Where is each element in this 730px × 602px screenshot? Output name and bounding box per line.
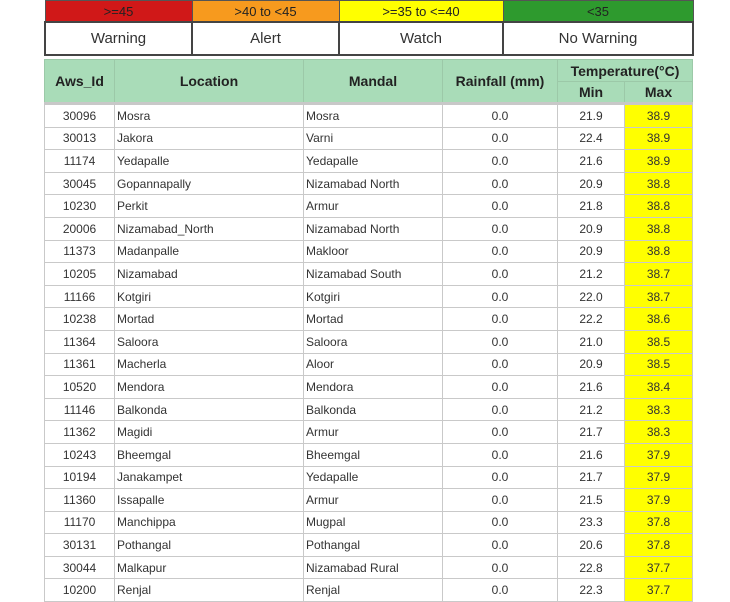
cell-location: Mosra <box>115 104 304 128</box>
cell-aws-id: 11146 <box>45 398 115 421</box>
table-row <box>45 421 693 444</box>
cell-aws-id: 10238 <box>45 308 115 331</box>
cell-aws-id: 11361 <box>45 353 115 376</box>
cell-max: 38.8 <box>625 195 693 218</box>
cell-max: 38.3 <box>625 421 693 444</box>
cell-location: Manchippa <box>115 511 304 534</box>
table-row <box>45 330 693 353</box>
cell-rainfall: 0.0 <box>443 421 558 444</box>
cell-mandal: Mosra <box>304 104 443 128</box>
cell-rainfall: 0.0 <box>443 376 558 399</box>
cell-max: 38.9 <box>625 104 693 128</box>
cell-max: 37.9 <box>625 466 693 489</box>
cell-mandal: Mendora <box>304 376 443 399</box>
cell-rainfall: 0.0 <box>443 443 558 466</box>
cell-aws-id: 11166 <box>45 285 115 308</box>
cell-location: Jakora <box>115 127 304 150</box>
cell-rainfall: 0.0 <box>443 511 558 534</box>
cell-max: 37.7 <box>625 556 693 579</box>
cell-location: Balkonda <box>115 398 304 421</box>
header-rainfall: Rainfall (mm) <box>443 60 558 104</box>
cell-max: 38.6 <box>625 308 693 331</box>
cell-aws-id: 30045 <box>45 172 115 195</box>
report <box>44 0 692 602</box>
table-row <box>45 466 693 489</box>
cell-rainfall: 0.0 <box>443 263 558 286</box>
cell-min: 20.9 <box>558 172 625 195</box>
cell-max: 38.8 <box>625 172 693 195</box>
table-row <box>45 127 693 150</box>
cell-min: 23.3 <box>558 511 625 534</box>
cell-rainfall: 0.0 <box>443 150 558 173</box>
cell-aws-id: 11364 <box>45 330 115 353</box>
cell-aws-id: 11170 <box>45 511 115 534</box>
cell-location: Pothangal <box>115 534 304 557</box>
cell-mandal: Mortad <box>304 308 443 331</box>
cell-max: 38.8 <box>625 240 693 263</box>
cell-min: 21.7 <box>558 421 625 444</box>
cell-max: 37.8 <box>625 534 693 557</box>
cell-location: Perkit <box>115 195 304 218</box>
table-row <box>45 556 693 579</box>
cell-location: Yedapalle <box>115 150 304 173</box>
legend-swatch-row <box>45 1 693 23</box>
cell-rainfall: 0.0 <box>443 330 558 353</box>
cell-location: Gopannapally <box>115 172 304 195</box>
cell-location: Kotgiri <box>115 285 304 308</box>
cell-max: 38.7 <box>625 263 693 286</box>
cell-min: 21.2 <box>558 398 625 421</box>
cell-max: 38.3 <box>625 398 693 421</box>
cell-rainfall: 0.0 <box>443 217 558 240</box>
cell-aws-id: 20006 <box>45 217 115 240</box>
legend-range-no-warning: <35 <box>503 1 693 23</box>
cell-mandal: Nizamabad North <box>304 217 443 240</box>
cell-rainfall: 0.0 <box>443 127 558 150</box>
cell-mandal: Varni <box>304 127 443 150</box>
header-aws-id: Aws_Id <box>45 60 115 104</box>
table-row <box>45 489 693 512</box>
cell-mandal: Aloor <box>304 353 443 376</box>
cell-mandal: Pothangal <box>304 534 443 557</box>
cell-location: Mendora <box>115 376 304 399</box>
cell-mandal: Armur <box>304 195 443 218</box>
cell-mandal: Yedapalle <box>304 150 443 173</box>
cell-max: 38.4 <box>625 376 693 399</box>
cell-max: 38.5 <box>625 330 693 353</box>
cell-aws-id: 11174 <box>45 150 115 173</box>
cell-min: 22.0 <box>558 285 625 308</box>
cell-min: 22.4 <box>558 127 625 150</box>
cell-rainfall: 0.0 <box>443 466 558 489</box>
cell-mandal: Makloor <box>304 240 443 263</box>
legend-range-watch: >=35 to <=40 <box>339 1 503 23</box>
cell-mandal: Nizamabad South <box>304 263 443 286</box>
cell-min: 21.5 <box>558 489 625 512</box>
cell-location: Mortad <box>115 308 304 331</box>
cell-mandal: Nizamabad North <box>304 172 443 195</box>
cell-min: 21.2 <box>558 263 625 286</box>
cell-location: Malkapur <box>115 556 304 579</box>
table-row <box>45 534 693 557</box>
cell-mandal: Armur <box>304 421 443 444</box>
table-row <box>45 240 693 263</box>
cell-min: 21.6 <box>558 443 625 466</box>
header-mandal: Mandal <box>304 60 443 104</box>
cell-location: Madanpalle <box>115 240 304 263</box>
cell-location: Renjal <box>115 579 304 602</box>
cell-aws-id: 30131 <box>45 534 115 557</box>
legend-label-alert: Alert <box>192 22 339 55</box>
cell-location: Bheemgal <box>115 443 304 466</box>
cell-max: 38.5 <box>625 353 693 376</box>
cell-rainfall: 0.0 <box>443 556 558 579</box>
cell-location: Magidi <box>115 421 304 444</box>
cell-aws-id: 10230 <box>45 195 115 218</box>
cell-min: 21.6 <box>558 376 625 399</box>
table-row <box>45 285 693 308</box>
cell-rainfall: 0.0 <box>443 353 558 376</box>
header-location: Location <box>115 60 304 104</box>
cell-mandal: Balkonda <box>304 398 443 421</box>
cell-aws-id: 10243 <box>45 443 115 466</box>
cell-aws-id: 10194 <box>45 466 115 489</box>
cell-mandal: Yedapalle <box>304 466 443 489</box>
cell-max: 37.7 <box>625 579 693 602</box>
cell-aws-id: 10520 <box>45 376 115 399</box>
cell-min: 20.9 <box>558 240 625 263</box>
cell-location: Saloora <box>115 330 304 353</box>
weather-table <box>44 59 693 602</box>
table-row <box>45 376 693 399</box>
cell-aws-id: 11373 <box>45 240 115 263</box>
legend-range-warning: >=45 <box>45 1 192 23</box>
cell-mandal: Bheemgal <box>304 443 443 466</box>
cell-aws-id: 11360 <box>45 489 115 512</box>
cell-aws-id: 30044 <box>45 556 115 579</box>
cell-min: 21.9 <box>558 104 625 128</box>
cell-max: 38.9 <box>625 127 693 150</box>
cell-max: 37.9 <box>625 489 693 512</box>
table-row <box>45 150 693 173</box>
cell-min: 20.6 <box>558 534 625 557</box>
cell-rainfall: 0.0 <box>443 195 558 218</box>
cell-location: Nizamabad <box>115 263 304 286</box>
cell-aws-id: 10205 <box>45 263 115 286</box>
cell-location: Issapalle <box>115 489 304 512</box>
table-row <box>45 195 693 218</box>
cell-location: Nizamabad_North <box>115 217 304 240</box>
header-temperature: Temperature(°C) <box>558 60 693 82</box>
cell-min: 22.3 <box>558 579 625 602</box>
table-row <box>45 217 693 240</box>
table-row <box>45 579 693 602</box>
cell-max: 38.7 <box>625 285 693 308</box>
cell-max: 37.9 <box>625 443 693 466</box>
cell-mandal: Nizamabad Rural <box>304 556 443 579</box>
cell-rainfall: 0.0 <box>443 534 558 557</box>
cell-mandal: Mugpal <box>304 511 443 534</box>
cell-min: 20.9 <box>558 217 625 240</box>
cell-max: 37.8 <box>625 511 693 534</box>
cell-min: 22.8 <box>558 556 625 579</box>
cell-min: 21.0 <box>558 330 625 353</box>
table-body <box>45 104 693 602</box>
table-row <box>45 104 693 128</box>
cell-min: 21.6 <box>558 150 625 173</box>
header-row <box>45 60 693 82</box>
cell-mandal: Saloora <box>304 330 443 353</box>
cell-rainfall: 0.0 <box>443 579 558 602</box>
cell-min: 20.9 <box>558 353 625 376</box>
cell-rainfall: 0.0 <box>443 489 558 512</box>
cell-location: Janakampet <box>115 466 304 489</box>
legend-label-watch: Watch <box>339 22 503 55</box>
legend-label-no-warning: No Warning <box>503 22 693 55</box>
cell-aws-id: 11362 <box>45 421 115 444</box>
cell-max: 38.9 <box>625 150 693 173</box>
cell-rainfall: 0.0 <box>443 240 558 263</box>
table-row <box>45 308 693 331</box>
cell-min: 22.2 <box>558 308 625 331</box>
cell-mandal: Renjal <box>304 579 443 602</box>
legend-range-alert: >40 to <45 <box>192 1 339 23</box>
cell-aws-id: 30013 <box>45 127 115 150</box>
cell-max: 38.8 <box>625 217 693 240</box>
cell-mandal: Kotgiri <box>304 285 443 308</box>
cell-rainfall: 0.0 <box>443 104 558 128</box>
table-row <box>45 172 693 195</box>
cell-min: 21.7 <box>558 466 625 489</box>
cell-rainfall: 0.0 <box>443 172 558 195</box>
table-row <box>45 443 693 466</box>
cell-aws-id: 30096 <box>45 104 115 128</box>
legend-label-warning: Warning <box>45 22 192 55</box>
header-min: Min <box>558 82 625 104</box>
table-row <box>45 511 693 534</box>
table-row <box>45 263 693 286</box>
legend-label-row <box>45 22 693 55</box>
table-row <box>45 398 693 421</box>
cell-rainfall: 0.0 <box>443 398 558 421</box>
cell-rainfall: 0.0 <box>443 285 558 308</box>
cell-min: 21.8 <box>558 195 625 218</box>
cell-rainfall: 0.0 <box>443 308 558 331</box>
cell-mandal: Armur <box>304 489 443 512</box>
legend-table <box>44 0 694 56</box>
header-max: Max <box>625 82 693 104</box>
cell-location: Macherla <box>115 353 304 376</box>
cell-aws-id: 10200 <box>45 579 115 602</box>
table-row <box>45 353 693 376</box>
